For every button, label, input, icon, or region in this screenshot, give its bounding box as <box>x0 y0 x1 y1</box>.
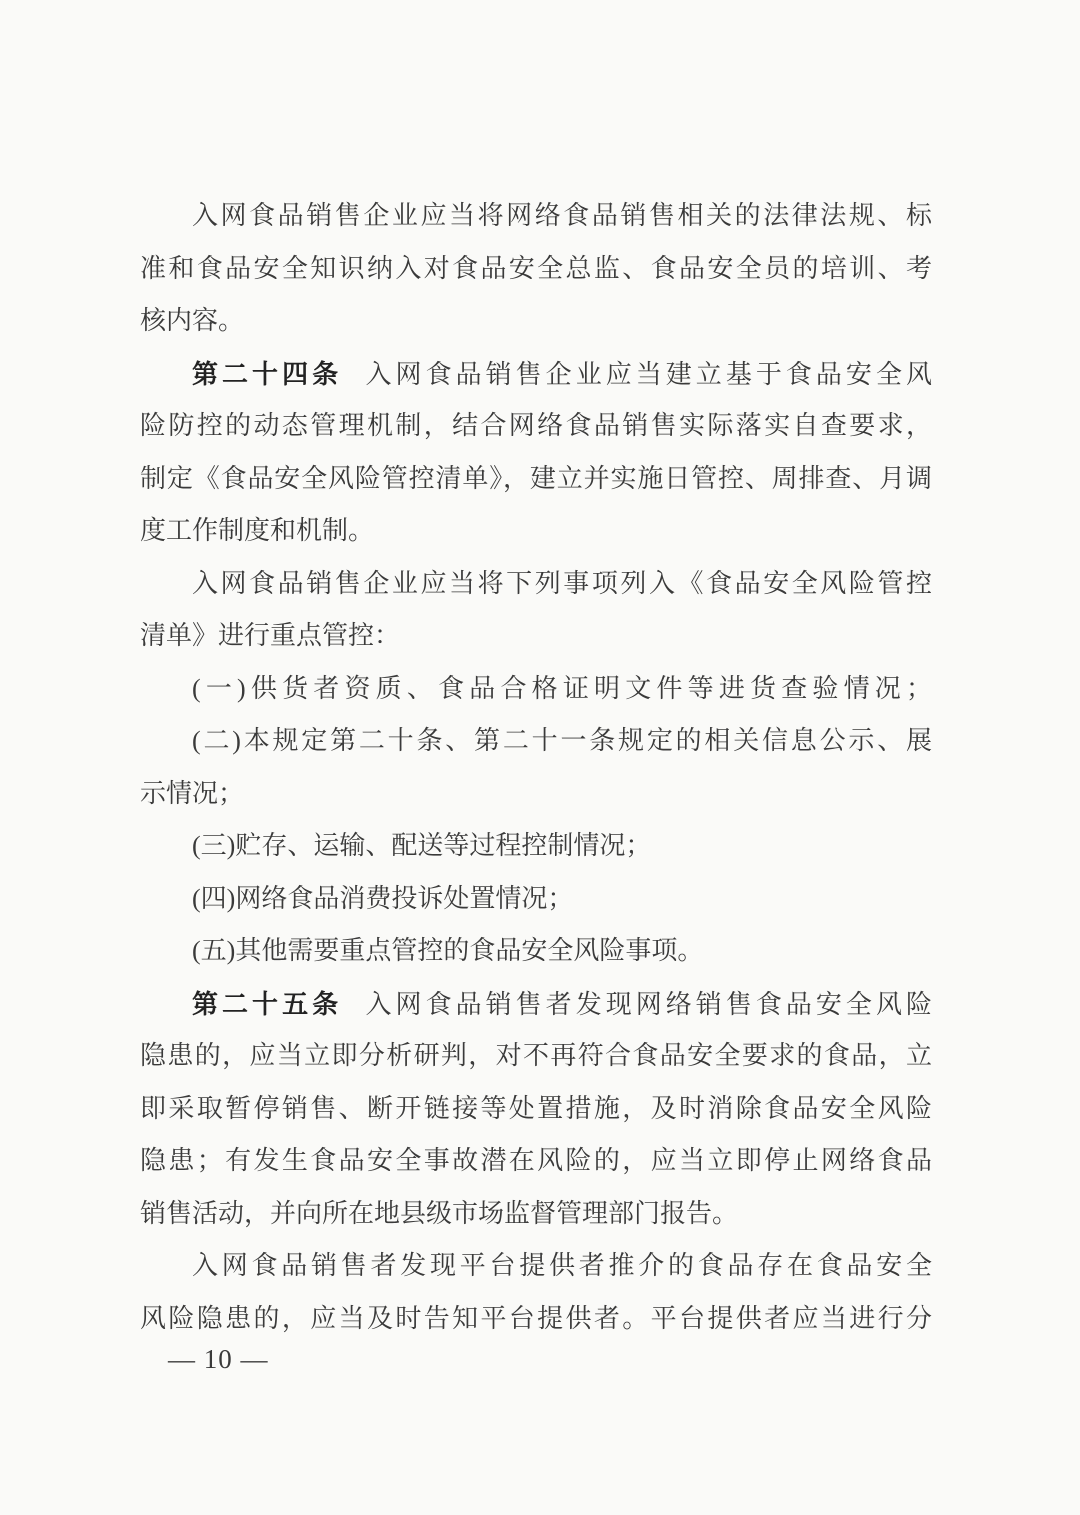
line-text: 险防控的动态管理机制，结合网络食品销售实际落实自查要求， <box>140 411 932 440</box>
text-line <box>140 1135 932 1188</box>
text-line <box>140 1240 932 1293</box>
line-text: (三)贮存、运输、配送等过程控制情况； <box>192 831 652 860</box>
line-text: 入网食品销售企业应当将下列事项列入《食品安全风险管控 <box>192 568 932 598</box>
line-text: 入网食品销售者发现平台提供者推介的食品存在食品安全 <box>192 1251 932 1280</box>
text-line <box>140 663 932 716</box>
line-text: (二)本规定第二十条、第二十一条规定的相关信息公示、展 <box>192 726 932 755</box>
line-text: 度工作制度和机制。 <box>140 516 375 545</box>
line-text: 隐患的，应当立即分析研判，对不再符合食品安全要求的食品，立 <box>140 1041 932 1070</box>
line-text: 清单》进行重点管控： <box>140 621 401 650</box>
text-line <box>140 558 932 611</box>
text-line <box>140 978 932 1031</box>
text-line <box>140 1188 932 1241</box>
text-line <box>140 715 932 768</box>
text-line <box>140 873 932 926</box>
line-text: (一)供货者资质、食品合格证明文件等进货查验情况； <box>192 673 932 703</box>
text-line <box>140 505 932 558</box>
page-number: — 10 — <box>168 1344 269 1374</box>
line-text: 销售活动，并向所在地县级市场监督管理部门报告。 <box>140 1198 739 1228</box>
line-text: 示情况； <box>140 778 245 808</box>
text-line <box>140 925 932 978</box>
text-line <box>140 1083 932 1136</box>
page-footer <box>168 1337 269 1382</box>
article-number: 第二十四条 <box>192 358 343 389</box>
article-number: 第二十五条 <box>192 988 343 1019</box>
text-line <box>140 190 932 243</box>
line-text: 风险隐患的，应当及时告知平台提供者。平台提供者应当进行分 <box>140 1303 932 1333</box>
text-line <box>140 768 932 821</box>
line-text: (四)网络食品消费投诉处置情况； <box>192 883 574 913</box>
text-line <box>140 295 932 348</box>
line-text: 准和食品安全知识纳入对食品安全总监、食品安全员的培训、考 <box>140 253 932 283</box>
line-text: (五)其他需要重点管控的食品安全风险事项。 <box>192 936 704 965</box>
line-text: 入网食品销售者发现网络销售食品安全风险 <box>365 989 932 1019</box>
text-line <box>140 820 932 873</box>
line-text: 制定《食品安全风险管控清单》，建立并实施日管控、周排查、月调 <box>140 463 932 493</box>
line-text: 核内容。 <box>140 306 245 335</box>
text-line <box>140 400 932 453</box>
document-body <box>140 190 932 1345</box>
text-line <box>140 453 932 506</box>
line-text: 入网食品销售企业应当建立基于食品安全风 <box>365 359 932 389</box>
line-text: 入网食品销售企业应当将网络食品销售相关的法律法规、标 <box>192 201 932 230</box>
text-line <box>140 1030 932 1083</box>
line-text: 即采取暂停销售、断开链接等处置措施，及时消除食品安全风险 <box>140 1093 932 1123</box>
text-line <box>140 348 932 401</box>
text-line <box>140 243 932 296</box>
text-line <box>140 610 932 663</box>
line-text: 隐患；有发生食品安全事故潜在风险的，应当立即停止网络食品 <box>140 1146 932 1175</box>
